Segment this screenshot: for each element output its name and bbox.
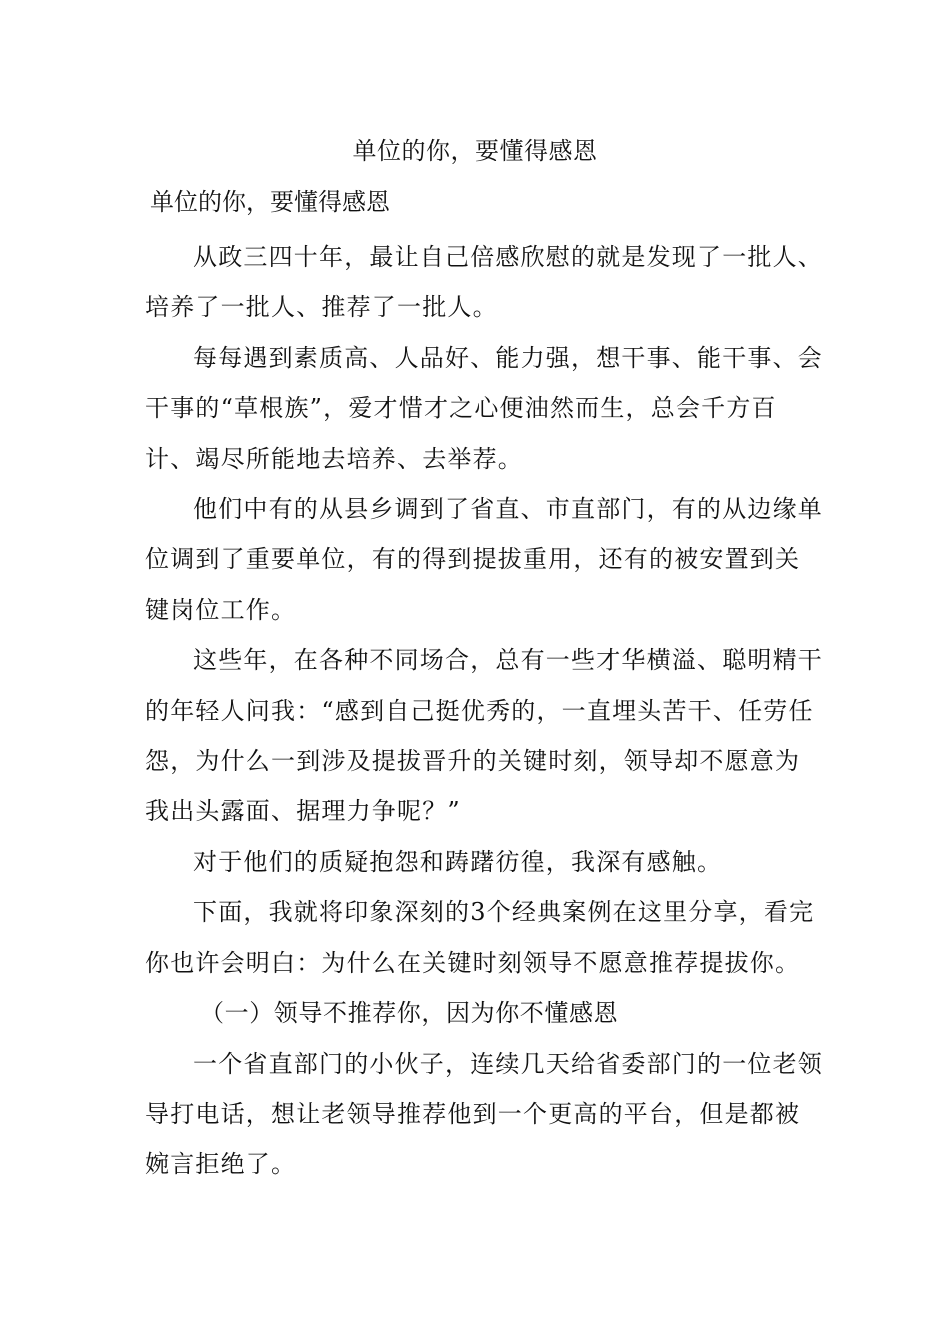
paragraph: 下面，我就将印象深刻的3个经典案例在这里分享，看完你也许会明白：为什么在关键时刻领导不愿意推荐提拔你。 — [145, 898, 815, 977]
paragraph: 从政三四十年，最让自己倍感欣慰的就是发现了一批人、培养了一批人、推荐了一批人。 — [145, 243, 823, 322]
document-title: 单位的你，要懂得感恩 — [352, 137, 598, 165]
document-body — [145, 232, 825, 1190]
paragraph: 这些年，在各种不同场合，总有一些才华横溢、聪明精干的年轻人问我：“感到自己挺优秀的，一直埋头苦干、任劳任怨，为什么一到涉及提拔晋升的关键时刻，领导却不愿意为我出头露面、据理力争呢？” — [145, 646, 823, 826]
paragraph: 每每遇到素质高、人品好、能力强，想干事、能干事、会干事的“草根族”，爱才惜才之心便油然而生，总会千方百计、竭尽所能地去培养、去举荐。 — [145, 343, 823, 473]
paragraph: 一个省直部门的小伙子，连续几天给省委部门的一位老领导打电话，想让老领导推荐他到一个更高的平台，但是都被婉言拒绝了。 — [145, 1049, 823, 1179]
paragraph: 对于他们的质疑抱怨和踌躇彷徨，我深有感触。 — [193, 847, 723, 876]
document-subtitle: 单位的你，要懂得感恩 — [150, 188, 390, 216]
paragraph: 他们中有的从县乡调到了省直、市直部门，有的从边缘单位调到了重要单位，有的得到提拔重用，还有的被安置到关键岗位工作。 — [145, 495, 823, 624]
section-heading: （一）领导不推荐你，因为你不懂感恩 — [200, 999, 619, 1028]
